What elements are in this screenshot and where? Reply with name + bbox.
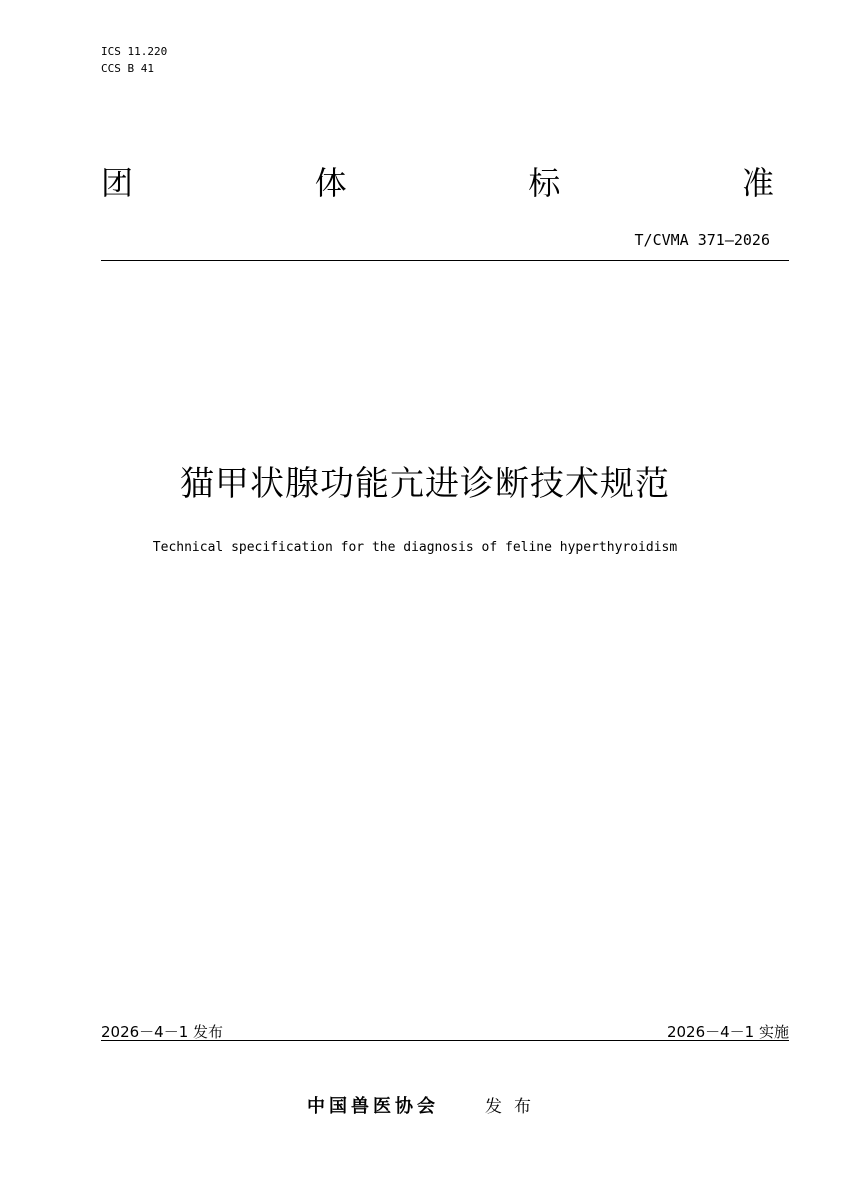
document-title-chinese: 猫甲状腺功能亢进诊断技术规范 (180, 464, 670, 504)
ccs-code: CCS B 41 (101, 62, 154, 75)
implementation-date: 2026－4－1 实施 (666, 1023, 789, 1041)
standard-number: T/CVMA 371—2026 (634, 231, 770, 249)
publisher-action: 发布 (485, 1097, 543, 1117)
standard-type-heading (101, 163, 774, 203)
standard-type-char: 团 (101, 164, 134, 202)
footer-divider (101, 1040, 789, 1041)
classification-codes (101, 43, 167, 77)
standard-type-char: 标 (528, 164, 561, 202)
publisher-name: 中国兽医协会 (307, 1096, 439, 1117)
ics-code: ICS 11.220 (101, 45, 168, 58)
publisher-line (0, 1094, 850, 1120)
date-row (101, 1020, 789, 1042)
header-divider (101, 260, 789, 261)
standard-type-char: 体 (314, 164, 347, 202)
issue-date: 2026－4－1 发布 (101, 1023, 224, 1041)
standard-type-char: 准 (741, 164, 774, 202)
document-title-english: Technical specification for the diagnosis of feline hyperthyroidism (152, 540, 678, 555)
